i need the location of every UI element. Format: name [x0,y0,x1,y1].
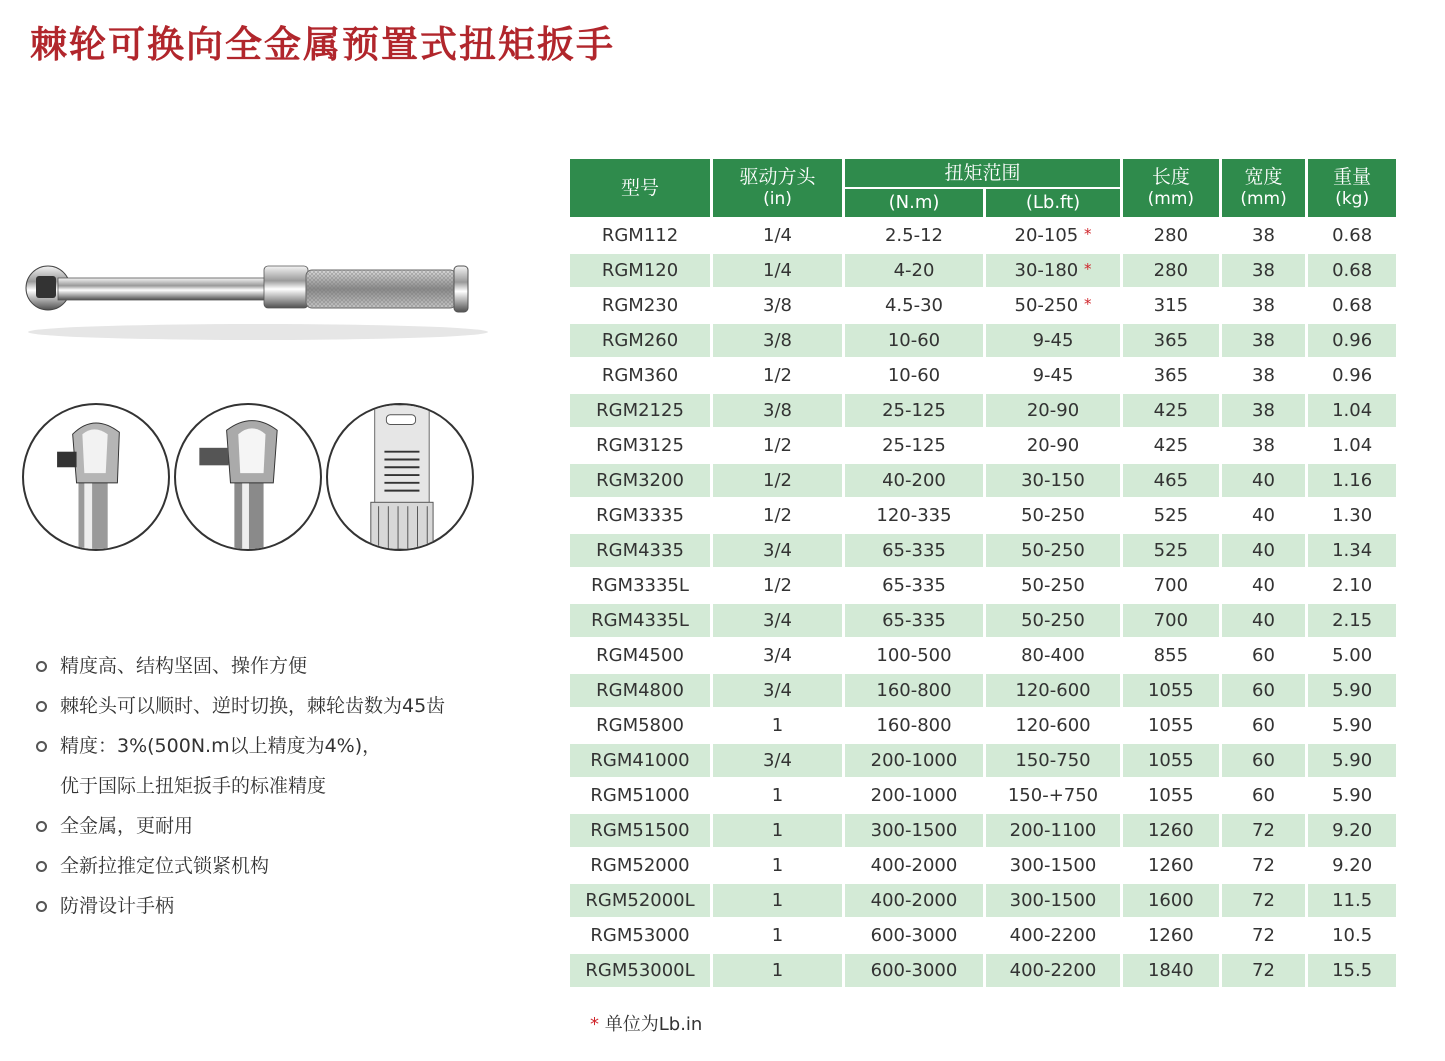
col-header-length: 长度 (mm) [1123,159,1219,217]
cell-lbft: 9-45 [986,322,1120,357]
table-row [570,532,1396,567]
table-row [570,252,1396,287]
cell-weight: 5.90 [1308,672,1396,707]
cell-drive: 1/2 [713,462,842,497]
table-row [570,567,1396,602]
cell-width: 72 [1222,847,1306,882]
cell-lbft: 120-600 [986,672,1120,707]
cell-length: 525 [1123,497,1219,532]
cell-nm: 4.5-30 [845,287,983,322]
cell-width: 38 [1222,357,1306,392]
cell-drive: 1/2 [713,497,842,532]
spec-table [567,159,1399,987]
table-row [570,742,1396,777]
cell-lbft: 120-600 [986,707,1120,742]
cell-drive: 1/4 [713,217,842,252]
cell-length: 425 [1123,392,1219,427]
cell-lbft: 300-1500 [986,882,1120,917]
cell-length: 280 [1123,252,1219,287]
cell-length: 525 [1123,532,1219,567]
cell-nm: 100-500 [845,637,983,672]
cell-nm: 25-125 [845,392,983,427]
feature-list [36,646,445,926]
cell-weight: 0.68 [1308,217,1396,252]
lbin-star-marker: * [1084,260,1092,278]
cell-drive: 3/4 [713,672,842,707]
bullet-icon [36,661,47,672]
cell-drive: 3/8 [713,322,842,357]
torque-wrench-image [18,240,498,350]
cell-lbft: 400-2200 [986,917,1120,952]
table-row [570,812,1396,847]
cell-lbft: 300-1500 [986,847,1120,882]
cell-model: RGM53000L [570,952,710,987]
cell-model: RGM120 [570,252,710,287]
cell-drive: 3/8 [713,287,842,322]
cell-drive: 1 [713,707,842,742]
cell-nm: 65-335 [845,602,983,637]
col-header-weight: 重量 (kg) [1308,159,1396,217]
table-row [570,672,1396,707]
cell-lbft: 50-250 [986,567,1120,602]
table-row [570,217,1396,252]
cell-model: RGM3125 [570,427,710,462]
cell-length: 465 [1123,462,1219,497]
col-header-nm: (N.m) [845,187,983,217]
cell-length: 700 [1123,602,1219,637]
cell-lbft: 20-90 [986,427,1120,462]
cell-drive: 1 [713,917,842,952]
cell-nm: 600-3000 [845,917,983,952]
cell-length: 280 [1123,217,1219,252]
cell-nm: 160-800 [845,672,983,707]
feature-item: 精度高、结构坚固、操作方便 [36,646,445,686]
cell-width: 40 [1222,567,1306,602]
cell-model: RGM4335L [570,602,710,637]
cell-weight: 1.04 [1308,427,1396,462]
table-row [570,602,1396,637]
cell-length: 1600 [1123,882,1219,917]
cell-width: 72 [1222,882,1306,917]
cell-weight: 2.15 [1308,602,1396,637]
cell-lbft: 20-90 [986,392,1120,427]
cell-weight: 1.04 [1308,392,1396,427]
cell-length: 1260 [1123,812,1219,847]
cell-weight: 9.20 [1308,847,1396,882]
cell-model: RGM52000 [570,847,710,882]
cell-weight: 5.00 [1308,637,1396,672]
cell-model: RGM51500 [570,812,710,847]
table-row [570,707,1396,742]
cell-lbft: 50-250 [986,602,1120,637]
cell-lbft: 200-1100 [986,812,1120,847]
cell-model: RGM4500 [570,637,710,672]
cell-weight: 9.20 [1308,812,1396,847]
cell-lbft: 150-750 [986,742,1120,777]
cell-nm: 300-1500 [845,812,983,847]
cell-nm: 400-2000 [845,847,983,882]
cell-length: 1055 [1123,742,1219,777]
table-row [570,917,1396,952]
cell-nm: 120-335 [845,497,983,532]
page-title: 棘轮可换向全金属预置式扭矩扳手 [30,23,615,66]
cell-length: 365 [1123,322,1219,357]
cell-length: 315 [1123,287,1219,322]
table-row [570,322,1396,357]
cell-nm: 40-200 [845,462,983,497]
detail-images [22,403,482,559]
table-row [570,777,1396,812]
cell-width: 72 [1222,917,1306,952]
bullet-icon [36,701,47,712]
cell-width: 60 [1222,777,1306,812]
cell-lbft: 30-150 [986,462,1120,497]
cell-drive: 3/4 [713,602,842,637]
cell-drive: 3/4 [713,532,842,567]
cell-width: 40 [1222,462,1306,497]
cell-model: RGM41000 [570,742,710,777]
cell-width: 38 [1222,252,1306,287]
table-row [570,882,1396,917]
cell-weight: 5.90 [1308,777,1396,812]
cell-width: 38 [1222,322,1306,357]
cell-drive: 1 [713,952,842,987]
table-row [570,392,1396,427]
bullet-icon [36,821,47,832]
cell-model: RGM3200 [570,462,710,497]
cell-drive: 1/2 [713,567,842,602]
cell-width: 72 [1222,812,1306,847]
cell-lbft: 150-+750 [986,777,1120,812]
cell-weight: 0.96 [1308,357,1396,392]
cell-width: 40 [1222,532,1306,567]
table-row [570,287,1396,322]
feature-item: 棘轮头可以顺时、逆时切换，棘轮齿数为45齿 [36,686,445,726]
cell-lbft: 30-180 * [986,252,1120,287]
cell-weight: 15.5 [1308,952,1396,987]
col-header-drive: 驱动方头 (in) [713,159,842,217]
col-header-torque-range: 扭矩范围 [845,159,1120,187]
cell-model: RGM51000 [570,777,710,812]
cell-nm: 10-60 [845,357,983,392]
feature-item: 全金属，更耐用 [36,806,445,846]
cell-drive: 1 [713,777,842,812]
scale-detail-image [326,403,474,551]
cell-nm: 65-335 [845,532,983,567]
ratchet-head-detail-image [22,403,170,551]
table-row [570,847,1396,882]
cell-length: 425 [1123,427,1219,462]
cell-nm: 400-2000 [845,882,983,917]
table-row [570,497,1396,532]
bullet-icon [36,901,47,912]
cell-model: RGM5800 [570,707,710,742]
table-row [570,952,1396,987]
cell-weight: 1.30 [1308,497,1396,532]
cell-drive: 3/4 [713,637,842,672]
cell-length: 365 [1123,357,1219,392]
table-row [570,427,1396,462]
footnote-text: 单位为Lb.in [604,1014,703,1035]
table-row [570,462,1396,497]
cell-weight: 5.90 [1308,742,1396,777]
lbin-star-marker: * [1084,225,1092,243]
cell-length: 1055 [1123,672,1219,707]
table-row [570,637,1396,672]
cell-lbft: 20-105 * [986,217,1120,252]
cell-width: 72 [1222,952,1306,987]
cell-width: 60 [1222,707,1306,742]
cell-width: 60 [1222,672,1306,707]
cell-nm: 65-335 [845,567,983,602]
cell-length: 1840 [1123,952,1219,987]
feature-item: 精度：3%(500N.m以上精度为4%)， [36,726,445,766]
lbin-star-marker: * [1084,295,1092,313]
bullet-icon [36,861,47,872]
cell-weight: 1.34 [1308,532,1396,567]
cell-width: 40 [1222,497,1306,532]
cell-drive: 1/2 [713,357,842,392]
cell-model: RGM360 [570,357,710,392]
cell-model: RGM3335L [570,567,710,602]
col-header-lbft: (Lb.ft) [986,187,1120,217]
cell-nm: 25-125 [845,427,983,462]
ratchet-side-detail-image [174,403,322,551]
cell-lbft: 9-45 [986,357,1120,392]
cell-length: 1055 [1123,777,1219,812]
cell-drive: 1 [713,812,842,847]
cell-width: 38 [1222,427,1306,462]
cell-model: RGM53000 [570,917,710,952]
cell-weight: 5.90 [1308,707,1396,742]
cell-lbft: 400-2200 [986,952,1120,987]
cell-model: RGM112 [570,217,710,252]
cell-nm: 10-60 [845,322,983,357]
bullet-icon [36,741,47,752]
cell-model: RGM2125 [570,392,710,427]
feature-item-continued: 优于国际上扭矩扳手的标准精度 [60,775,327,797]
cell-weight: 0.96 [1308,322,1396,357]
cell-model: RGM4800 [570,672,710,707]
cell-drive: 1 [713,882,842,917]
cell-nm: 2.5-12 [845,217,983,252]
cell-model: RGM230 [570,287,710,322]
cell-weight: 2.10 [1308,567,1396,602]
cell-drive: 3/4 [713,742,842,777]
table-row [570,357,1396,392]
cell-width: 38 [1222,287,1306,322]
footnote-star: * [590,1014,599,1035]
cell-width: 38 [1222,392,1306,427]
cell-nm: 600-3000 [845,952,983,987]
cell-lbft: 50-250 [986,497,1120,532]
cell-width: 60 [1222,637,1306,672]
cell-weight: 11.5 [1308,882,1396,917]
cell-drive: 1 [713,847,842,882]
cell-length: 1260 [1123,917,1219,952]
cell-drive: 1/4 [713,252,842,287]
cell-length: 855 [1123,637,1219,672]
cell-model: RGM52000L [570,882,710,917]
col-header-width: 宽度 (mm) [1222,159,1306,217]
cell-length: 1260 [1123,847,1219,882]
cell-drive: 3/8 [713,392,842,427]
cell-lbft: 50-250 [986,532,1120,567]
feature-item: 防滑设计手柄 [36,886,445,926]
cell-weight: 10.5 [1308,917,1396,952]
cell-lbft: 80-400 [986,637,1120,672]
col-header-model: 型号 [570,159,710,217]
cell-width: 38 [1222,217,1306,252]
cell-weight: 0.68 [1308,287,1396,322]
cell-width: 40 [1222,602,1306,637]
cell-drive: 1/2 [713,427,842,462]
cell-length: 700 [1123,567,1219,602]
footnote [590,1010,702,1036]
cell-weight: 1.16 [1308,462,1396,497]
cell-nm: 200-1000 [845,777,983,812]
cell-model: RGM3335 [570,497,710,532]
cell-nm: 160-800 [845,707,983,742]
cell-width: 60 [1222,742,1306,777]
cell-nm: 4-20 [845,252,983,287]
cell-model: RGM260 [570,322,710,357]
cell-model: RGM4335 [570,532,710,567]
cell-nm: 200-1000 [845,742,983,777]
spec-table-body [570,217,1396,987]
feature-item: 全新拉推定位式锁紧机构 [36,846,445,886]
cell-weight: 0.68 [1308,252,1396,287]
cell-lbft: 50-250 * [986,287,1120,322]
cell-length: 1055 [1123,707,1219,742]
